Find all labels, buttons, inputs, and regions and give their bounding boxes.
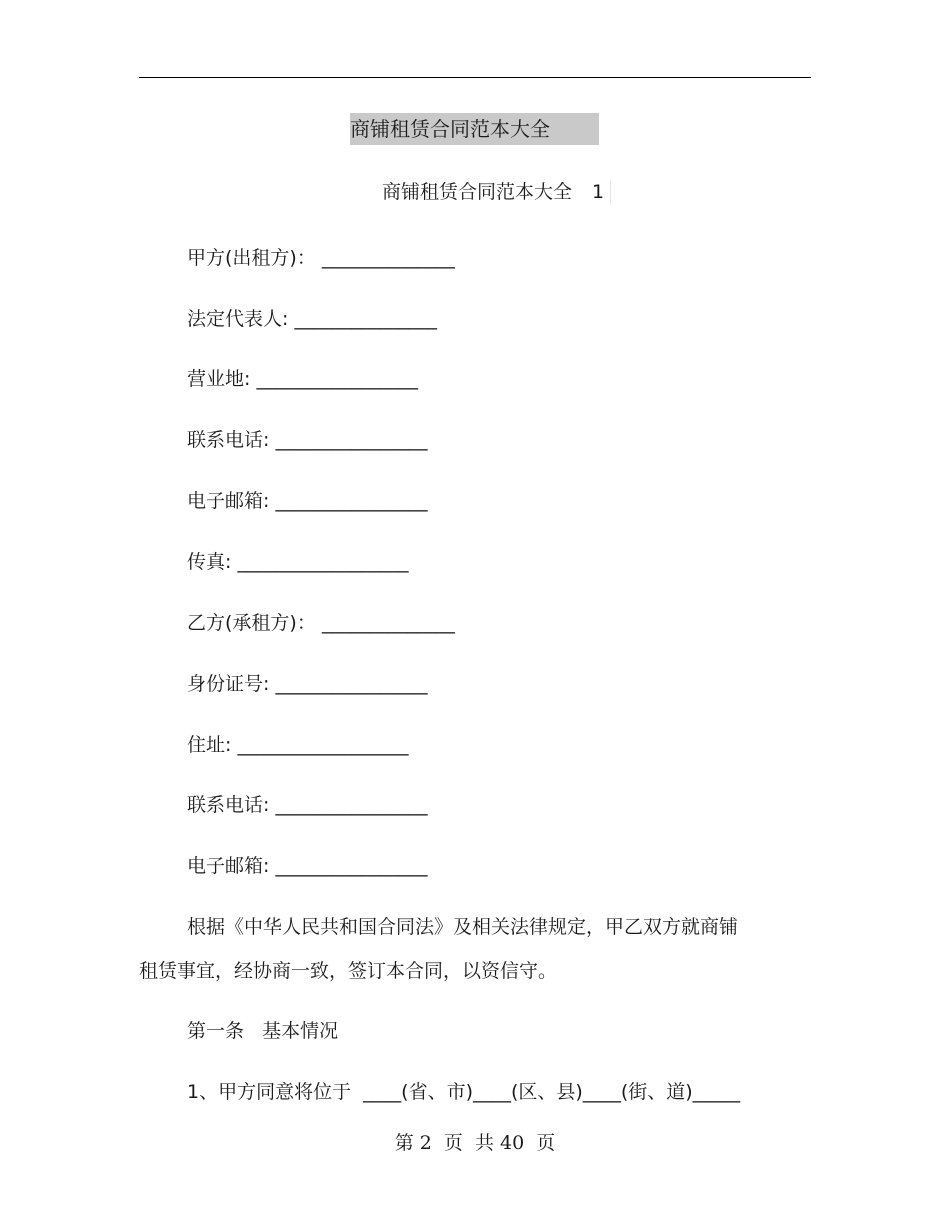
page-footer bbox=[0, 1129, 950, 1157]
field-fax bbox=[187, 548, 408, 576]
field-blank: ______________ bbox=[321, 612, 455, 634]
field-blank: ________________ bbox=[275, 673, 428, 695]
field-blank: ________________ bbox=[275, 429, 428, 451]
subtitle-text: 商铺租赁合同范本大全 bbox=[382, 181, 573, 203]
field-label: 传真: bbox=[187, 551, 232, 573]
field-blank: ________________ bbox=[275, 855, 428, 877]
header-rule bbox=[139, 77, 811, 78]
field-blank: ________________ bbox=[275, 490, 428, 512]
field-blank: __________________ bbox=[237, 734, 409, 756]
field-label: 住址: bbox=[187, 734, 232, 756]
field-blank: ________________ bbox=[275, 794, 428, 816]
field-label: 联系电话: bbox=[187, 794, 270, 816]
field-lessor-email bbox=[187, 487, 427, 515]
field-blank: ______________ bbox=[321, 247, 455, 269]
field-lessor bbox=[187, 244, 455, 272]
clause-1: 1、甲方同意将位于 ____(省、市)____(区、县)____(街、道)_____ bbox=[187, 1081, 741, 1103]
field-blank: __________________ bbox=[237, 551, 409, 573]
document-subtitle bbox=[382, 178, 611, 206]
field-business-address bbox=[187, 365, 418, 393]
paragraph-intro-line1: 根据《中华人民共和国合同法》及相关法律规定，甲乙双方就商铺 bbox=[187, 916, 739, 938]
paragraph-intro-line2: 租赁事宜，经协商一致，签订本合同，以资信守。 bbox=[139, 960, 558, 982]
field-lessee-address bbox=[187, 731, 408, 759]
field-legal-representative bbox=[187, 305, 437, 333]
section-heading: 第一条 基本情况 bbox=[187, 1020, 339, 1042]
field-label: 法定代表人: bbox=[187, 308, 289, 330]
field-label: 身份证号: bbox=[187, 673, 270, 695]
page-number: 第 2 页 共 40 页 bbox=[394, 1132, 556, 1154]
field-lessee bbox=[187, 609, 455, 637]
field-lessee-email bbox=[187, 852, 427, 880]
field-label: 乙方(承租方)： bbox=[187, 612, 316, 634]
cursor-mark bbox=[610, 181, 611, 205]
field-blank: _________________ bbox=[256, 368, 418, 390]
document-title: 商铺租赁合同范本大全 bbox=[350, 113, 599, 145]
field-blank: _______________ bbox=[294, 308, 437, 330]
field-lessee-phone bbox=[187, 791, 427, 819]
field-label: 电子邮箱: bbox=[187, 490, 270, 512]
field-label: 电子邮箱: bbox=[187, 855, 270, 877]
field-label: 甲方(出租方)： bbox=[187, 247, 316, 269]
field-label: 营业地: bbox=[187, 368, 251, 390]
field-lessor-phone bbox=[187, 426, 427, 454]
field-id-number bbox=[187, 670, 427, 698]
field-label: 联系电话: bbox=[187, 429, 270, 451]
subtitle-number: 1 bbox=[592, 181, 605, 203]
